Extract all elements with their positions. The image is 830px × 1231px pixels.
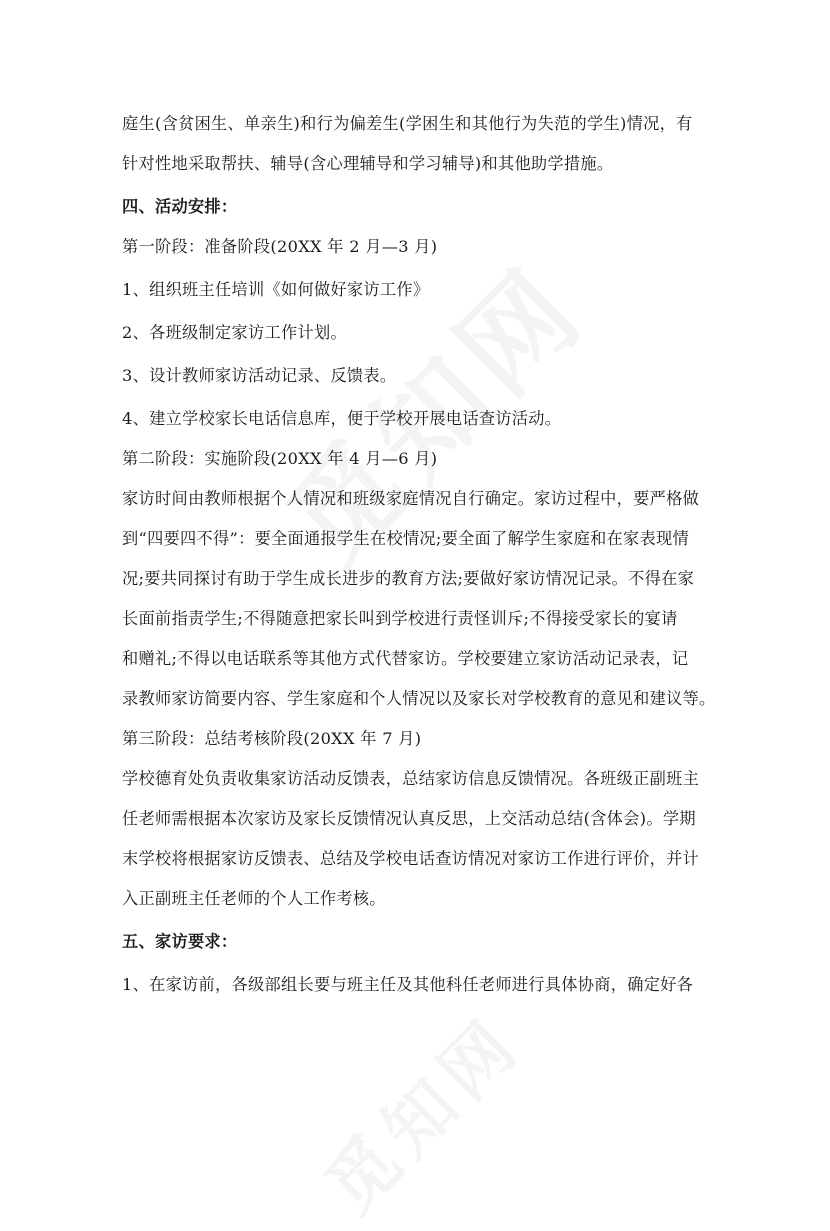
paragraph-line: 入正副班主任老师的个人工作考核。 — [122, 889, 386, 908]
paragraph-line: 任老师需根据本次家访及家长反馈情况认真反思，上交活动总结(含体会)。学期 — [122, 809, 696, 828]
list-item: 1、组织班主任培训《如何做好家访工作》 — [122, 280, 430, 299]
paragraph-line: 长面前指责学生;不得随意把家长叫到学校进行责怪训斥;不得接受家长的宴请 — [122, 609, 678, 628]
paragraph-line: 录教师家访简要内容、学生家庭和个人情况以及家长对学校教育的意见和建议等。 — [122, 689, 716, 708]
list-item: 1、在家访前，各级部组长要与班主任及其他科任老师进行具体协商，确定好各 — [122, 975, 694, 994]
paragraph-line: 到“四要四不得”：要全面通报学生在校情况;要全面了解学生家庭和在家表现情 — [122, 529, 689, 548]
stage-title: 第一阶段：准备阶段(20XX 年 2 月—3 月) — [122, 237, 438, 256]
list-item: 2、各班级制定家访工作计划。 — [122, 323, 347, 342]
list-item: 4、建立学校家长电话信息库，便于学校开展电话查访活动。 — [122, 409, 562, 428]
watermark — [299, 990, 540, 1231]
stage-title: 第二阶段：实施阶段(20XX 年 4 月—6 月) — [122, 449, 438, 468]
paragraph-line: 末学校将根据家访反馈表、总结及学校电话查访情况对家访工作进行评价，并计 — [122, 849, 700, 868]
paragraph-line: 家访时间由教师根据个人情况和班级家庭情况自行确定。家访过程中，要严格做 — [122, 489, 700, 508]
section-heading: 五、家访要求： — [122, 932, 238, 951]
paragraph-line: 和赠礼;不得以电话联系等其他方式代替家访。学校要建立家访活动记录表，记 — [122, 649, 689, 668]
paragraph-line: 针对性地采取帮扶、辅导(含心理辅导和学习辅导)和其他助学措施。 — [122, 154, 614, 173]
section-heading: 四、活动安排： — [122, 197, 238, 216]
stage-title: 第三阶段：总结考核阶段(20XX 年 7 月) — [122, 729, 422, 748]
document-body — [122, 104, 716, 1005]
paragraph-line: 学校德育处负责收集家访活动反馈表，总结家访信息反馈情况。各班级正副班主 — [122, 769, 700, 788]
list-item: 3、设计教师家访活动记录、反馈表。 — [122, 366, 397, 385]
paragraph-line: 庭生(含贫困生、单亲生)和行为偏差生(学困生和其他行为失范的学生)情况，有 — [122, 114, 693, 133]
paragraph-line: 况;要共同探讨有助于学生成长进步的教育方法;要做好家访情况记录。不得在家 — [122, 569, 695, 588]
